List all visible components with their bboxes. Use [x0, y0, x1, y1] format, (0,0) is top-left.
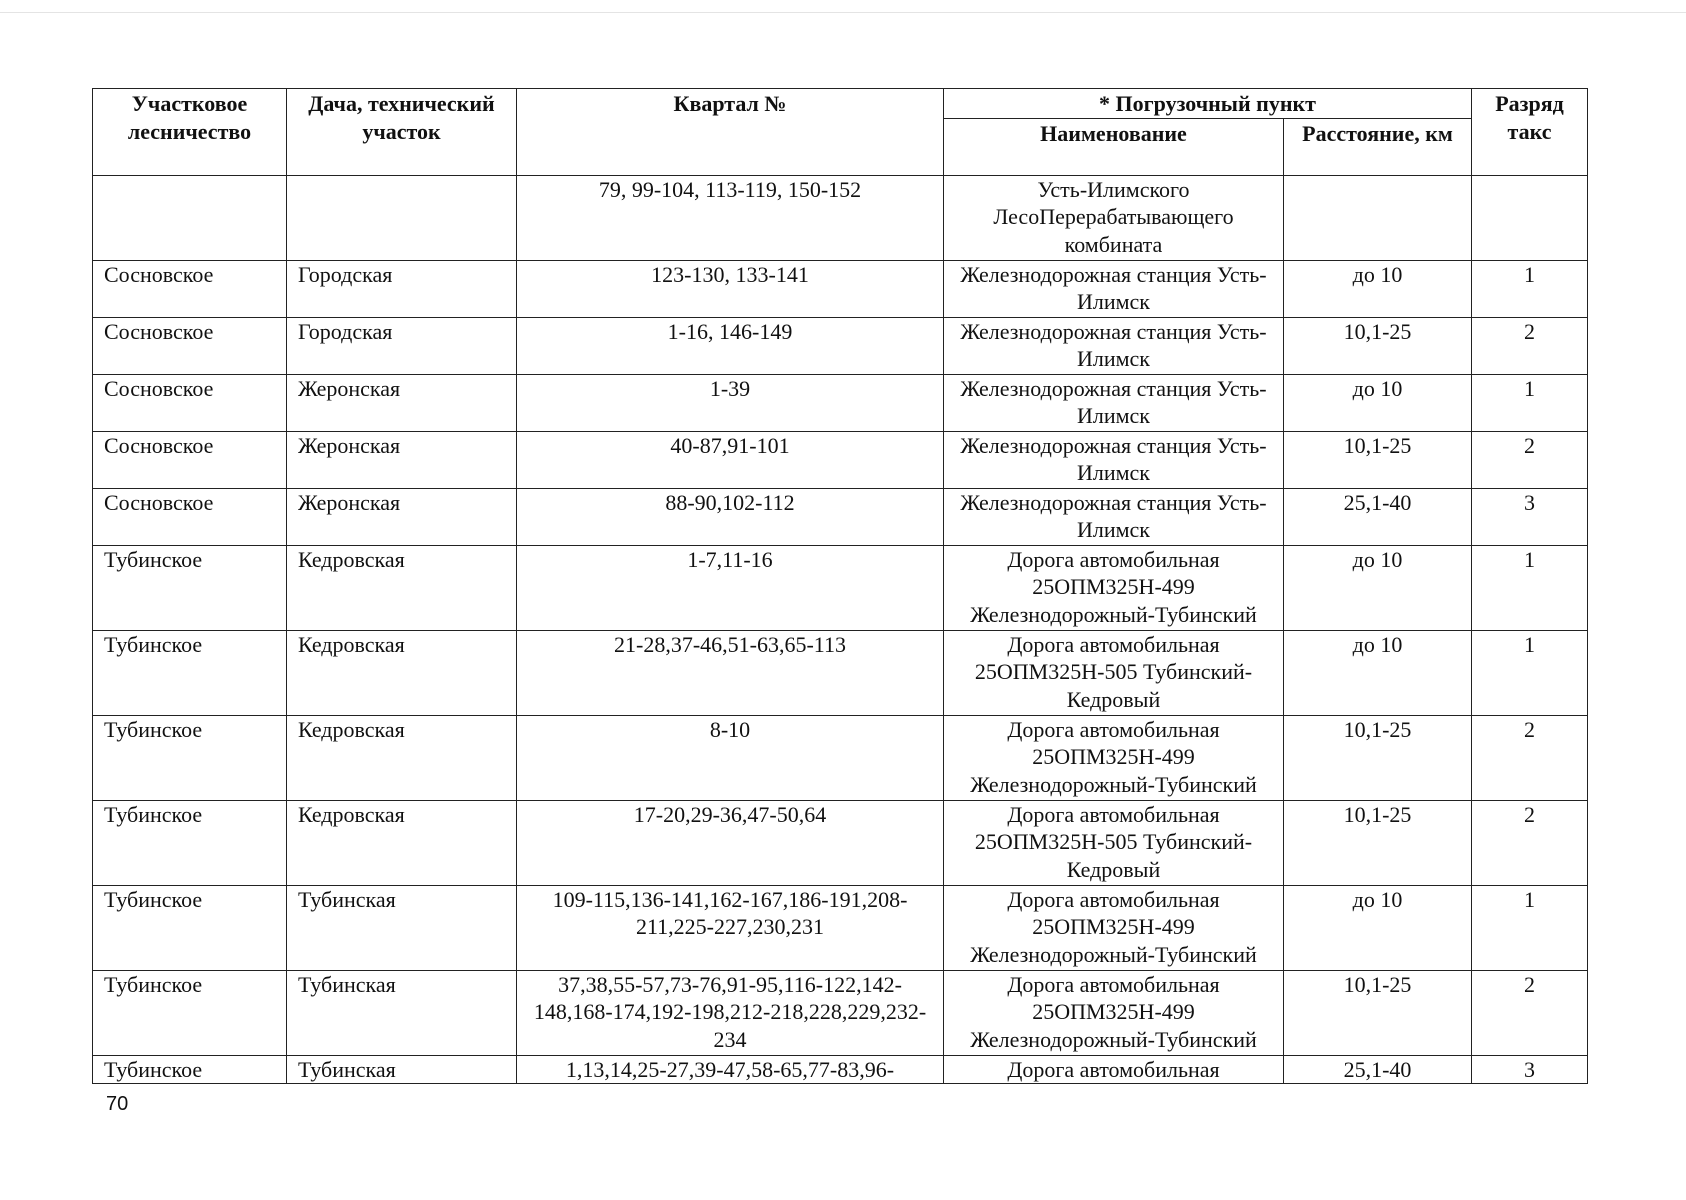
cell-dacha: Жеронская: [287, 374, 517, 431]
cell-district: Тубинское: [93, 545, 287, 630]
cell-district: Тубинское: [93, 885, 287, 970]
table-row: [93, 374, 1588, 431]
cell-district: Тубинское: [93, 715, 287, 800]
cell-quarter: 1-7,11-16: [517, 545, 944, 630]
header-loading-point: * Погрузочный пункт: [944, 89, 1472, 119]
header-quarter: Квартал №: [517, 89, 944, 176]
cell-rank: 1: [1472, 630, 1588, 715]
table-row: [93, 630, 1588, 715]
cell-rank: 2: [1472, 317, 1588, 374]
cell-rank: 3: [1472, 488, 1588, 545]
cell-loading-point-name: Железнодорожная станция Усть-Илимск: [944, 431, 1284, 488]
cell-quarter: 37,38,55-57,73-76,91-95,116-122,142-148,168-174,192-198,212-218,228,229,232-234: [517, 970, 944, 1055]
cell-rank: 1: [1472, 374, 1588, 431]
cell-loading-point-name: Дорога автомобильная 25ОПМ325Н-505 Тубинский-Кедровый: [944, 800, 1284, 885]
cell-distance: до 10: [1284, 885, 1472, 970]
cell-dacha: Тубинская: [287, 970, 517, 1055]
cell-district: Тубинское: [93, 800, 287, 885]
cell-loading-point-name: Дорога автомобильная 25ОПМ325Н-499 Железнодорожный-Тубинский: [944, 545, 1284, 630]
cell-loading-point-name: Дорога автомобильная 25ОПМ325Н-499 Железнодорожный-Тубинский: [944, 715, 1284, 800]
cell-district: Тубинское: [93, 630, 287, 715]
cell-distance: до 10: [1284, 374, 1472, 431]
cell-distance: 10,1-25: [1284, 431, 1472, 488]
cell-quarter: 79, 99-104, 113-119, 150-152: [517, 175, 944, 260]
cell-district: Сосновское: [93, 488, 287, 545]
cell-distance: 25,1-40: [1284, 1055, 1472, 1084]
table-row: [93, 885, 1588, 970]
cell-quarter: 123-130, 133-141: [517, 260, 944, 317]
cell-distance: 10,1-25: [1284, 970, 1472, 1055]
cell-rank: 2: [1472, 431, 1588, 488]
cell-distance: 10,1-25: [1284, 800, 1472, 885]
cell-quarter: 8-10: [517, 715, 944, 800]
table-row: [93, 488, 1588, 545]
cell-rank: 2: [1472, 970, 1588, 1055]
cell-loading-point-name: Железнодорожная станция Усть-Илимск: [944, 488, 1284, 545]
cell-loading-point-name: Железнодорожная станция Усть-Илимск: [944, 260, 1284, 317]
cell-rank: 1: [1472, 885, 1588, 970]
table-row: [93, 431, 1588, 488]
cell-loading-point-name: Железнодорожная станция Усть-Илимск: [944, 317, 1284, 374]
cell-rank: [1472, 175, 1588, 260]
cell-district: [93, 175, 287, 260]
header-name: Наименование: [944, 118, 1284, 175]
cell-distance: до 10: [1284, 545, 1472, 630]
cell-loading-point-name: Железнодорожная станция Усть-Илимск: [944, 374, 1284, 431]
cell-dacha: Кедровская: [287, 630, 517, 715]
cell-distance: до 10: [1284, 630, 1472, 715]
cell-quarter: 1-16, 146-149: [517, 317, 944, 374]
cell-rank: 1: [1472, 545, 1588, 630]
cell-distance: 25,1-40: [1284, 488, 1472, 545]
cell-dacha: Городская: [287, 260, 517, 317]
table-row: [93, 1055, 1588, 1084]
cell-quarter: 109-115,136-141,162-167,186-191,208-211,225-227,230,231: [517, 885, 944, 970]
cell-loading-point-name: Дорога автомобильная 25ОПМ325Н-499 Железнодорожный-Тубинский: [944, 885, 1284, 970]
cell-district: Сосновское: [93, 431, 287, 488]
cell-quarter: 21-28,37-46,51-63,65-113: [517, 630, 944, 715]
cell-dacha: Тубинская: [287, 885, 517, 970]
table-row: [93, 970, 1588, 1055]
cell-dacha: [287, 175, 517, 260]
cell-district: Сосновское: [93, 374, 287, 431]
cell-loading-point-name: Дорога автомобильная 25ОПМ325Н-499 Железнодорожный-Тубинский: [944, 970, 1284, 1055]
cell-dacha: Кедровская: [287, 800, 517, 885]
cell-quarter: 88-90,102-112: [517, 488, 944, 545]
table-row: [93, 715, 1588, 800]
cell-quarter: 1-39: [517, 374, 944, 431]
page-number: 70: [106, 1093, 129, 1115]
cell-rank: 3: [1472, 1055, 1588, 1084]
scan-top-rule: [0, 12, 1686, 13]
header-district: Участковое лесничество: [93, 89, 287, 176]
table-row: [93, 545, 1588, 630]
table-row: [93, 317, 1588, 374]
cell-distance: 10,1-25: [1284, 317, 1472, 374]
cell-quarter: 1,13,14,25-27,39-47,58-65,77-83,96-: [517, 1055, 944, 1084]
cell-district: Сосновское: [93, 260, 287, 317]
table-body: [93, 175, 1588, 1084]
header-distance: Расстояние, км: [1284, 118, 1472, 175]
cell-distance: до 10: [1284, 260, 1472, 317]
cell-loading-point-name: Усть-Илимского ЛесоПерерабатывающего комбината: [944, 175, 1284, 260]
cell-rank: 2: [1472, 715, 1588, 800]
cell-district: Тубинское: [93, 970, 287, 1055]
cell-distance: 10,1-25: [1284, 715, 1472, 800]
header-dacha: Дача, технический участок: [287, 89, 517, 176]
cell-dacha: Тубинская: [287, 1055, 517, 1084]
cell-loading-point-name: Дорога автомобильная 25ОПМ325Н-505 Тубинский-Кедровый: [944, 630, 1284, 715]
loading-points-table: [92, 88, 1588, 1084]
table-row: [93, 260, 1588, 317]
cell-rank: 1: [1472, 260, 1588, 317]
table-row: [93, 175, 1588, 260]
cell-dacha: Жеронская: [287, 431, 517, 488]
cell-quarter: 40-87,91-101: [517, 431, 944, 488]
cell-rank: 2: [1472, 800, 1588, 885]
cell-quarter: 17-20,29-36,47-50,64: [517, 800, 944, 885]
cell-district: Сосновское: [93, 317, 287, 374]
cell-distance: [1284, 175, 1472, 260]
cell-dacha: Жеронская: [287, 488, 517, 545]
cell-dacha: Городская: [287, 317, 517, 374]
cell-loading-point-name: Дорога автомобильная: [944, 1055, 1284, 1084]
cell-dacha: Кедровская: [287, 545, 517, 630]
table-header: [93, 89, 1588, 176]
header-rank: Разряд такс: [1472, 89, 1588, 176]
table-row: [93, 800, 1588, 885]
cell-district: Тубинское: [93, 1055, 287, 1084]
cell-dacha: Кедровская: [287, 715, 517, 800]
